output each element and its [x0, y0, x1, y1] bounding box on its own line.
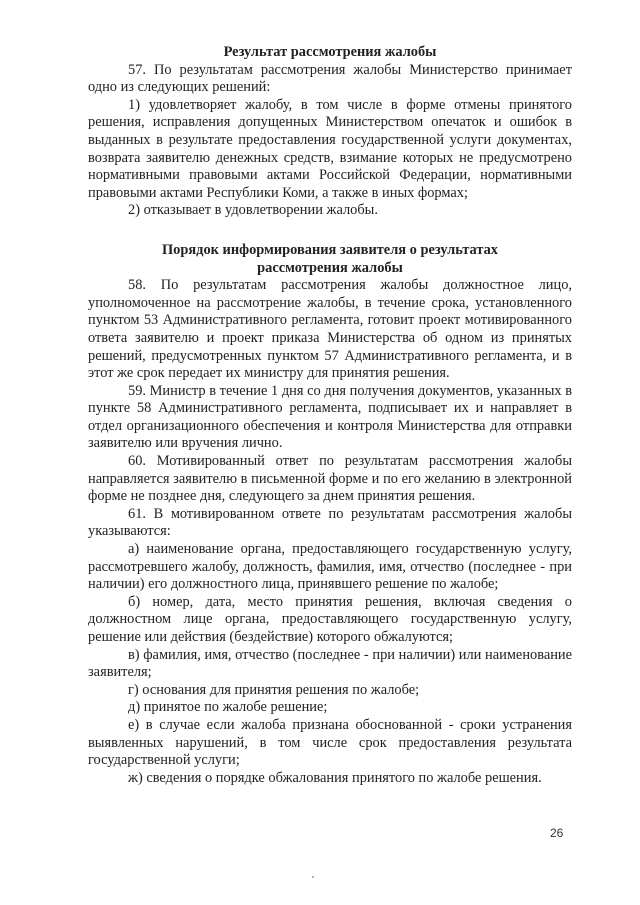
page-number: 26 — [550, 826, 564, 840]
paragraph-58: 58. По результатам рассмотрения жалобы должностное лицо, уполномоченное на рассмотрение жалобы, в течение срока, установленного пунктом 53 Административного регламента, готовит проект мотивированного ответа заявителю и проект приказа Министерства об одном из принятых решений, предусмотренных пунктом 57 Административного регламента, и в этот же срок передает их министру для принятия решения. — [88, 277, 572, 382]
scan-speck — [312, 876, 314, 878]
paragraph-59: 59. Министр в течение 1 дня со дня получения документов, указанных в пункте 58 Административного регламента, подписывает их и направляет в отдел организационного обеспечения и контроля Министерства для отправки заявителю или вручения лично. — [88, 382, 572, 452]
paragraph-57-item-1: 1) удовлетворяет жалобу, в том числе в форме отмены принятого решения, исправления допущенных Министерством опечаток и ошибок в выданных в результате предоставления государственной услуги документах, возврата заявителю денежных средств, взимание которых не предусмотрено нормативными правовыми актами Российской Федерации, нормативными правовыми актами Республики Коми, а также в иных формах; — [88, 96, 572, 201]
paragraph-61-item-b: б) номер, дата, место принятия решения, включая сведения о должностном лице органа, предоставляющего государственную услугу, решение или действия (бездействие) которого обжалуются; — [88, 593, 572, 645]
paragraph-61-item-d: д) принятое по жалобе решение; — [128, 699, 328, 716]
document-body — [88, 44, 572, 787]
paragraph-57: 57. По результатам рассмотрения жалобы Министерство принимает одно из следующих решений: — [88, 61, 572, 96]
paragraph-61-item-a: а) наименование органа, предоставляющего государственную услугу, рассмотревшего жалобу, должность, фамилия, имя, отчество (последнее - при наличии) его должностного лица, принявшего решение по жалобе; — [88, 541, 572, 593]
paragraph-61-item-v: в) фамилия, имя, отчество (последнее - при наличии) или наименование заявителя; — [88, 646, 572, 681]
section-heading-informing-line2: рассмотрения жалобы — [257, 259, 403, 276]
paragraph-57-item-2: 2) отказывает в удовлетворении жалобы. — [128, 202, 378, 219]
paragraph-60: 60. Мотивированный ответ по результатам рассмотрения жалобы направляется заявителю в письменной форме и по его желанию в электронной форме не позднее дня, следующего за днем принятия решения. — [88, 453, 572, 505]
section-heading-informing-line1: Порядок информирования заявителя о результатах — [161, 241, 498, 258]
paragraph-61-item-zh: ж) сведения о порядке обжалования принятого по жалобе решения. — [128, 769, 542, 786]
section-heading-result: Результат рассмотрения жалобы — [223, 44, 437, 60]
paragraph-61: 61. В мотивированном ответе по результатам рассмотрения жалобы указываются: — [88, 505, 572, 540]
paragraph-61-item-e: е) в случае если жалоба признана обоснованной - сроки устранения выявленных нарушений, в том числе срок предоставления результата государственной услуги; — [88, 716, 572, 769]
paragraph-61-item-g: г) основания для принятия решения по жалобе; — [128, 681, 420, 698]
